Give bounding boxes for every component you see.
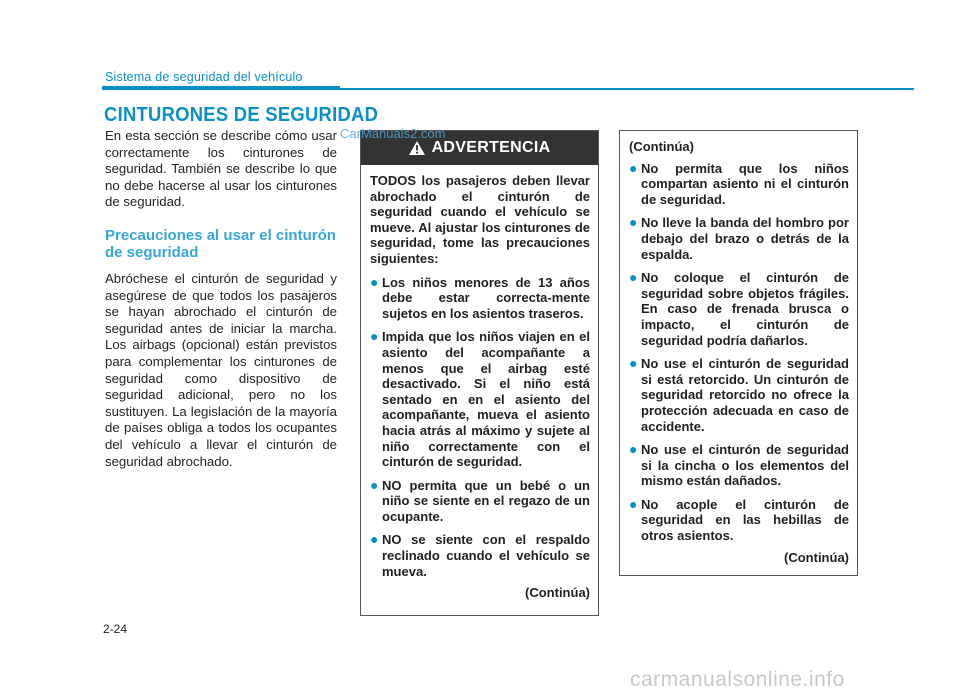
watermark-footer: carmanualsonline.info [630, 668, 845, 691]
precautions-heading: Precauciones al usar el cinturón de seguridad [105, 226, 336, 261]
warning-triangle-icon [409, 141, 425, 155]
page-title: CINTURONES DE SEGURIDAD [104, 104, 379, 126]
continued-box [619, 130, 858, 576]
bullet-icon: ● [629, 159, 638, 176]
bullet-icon: ● [629, 269, 638, 286]
list-item: ● Los niños menores de 13 años debe estar correcta-mente sujetos en los asientos traseros. [370, 273, 590, 321]
precautions-paragraph: Abróchese el cinturón de seguridad y asegúrese de que todos los pasajeros se hayan abrochado el cinturón de seguridad antes de iniciar la marcha. Los airbags (opcional) están previstos para complementar los cinturones de seguridad como dispositivo de seguridad adicional, pero no los sustituyen. La legislación de la mayoría de países obliga a todos los ocupantes del vehículo a llevar el cinturón de seguridad abrochado. [105, 270, 337, 469]
continued-list [629, 161, 849, 544]
header-rule [102, 88, 914, 90]
watermark-top: CarManuals2.com [340, 126, 446, 141]
bullet-icon: ● [629, 355, 638, 372]
continues-label: (Continúa) [784, 549, 849, 565]
section-label: Sistema de seguridad del vehículo [105, 70, 303, 84]
bullet-icon: ● [370, 531, 379, 548]
list-item: ● No use el cinturón de seguridad si está retorcido. Un cinturón de seguridad retorcido no ofrece la protección adecuada en caso de accidente. [629, 355, 849, 434]
list-item: ● NO permita que un bebé o un niño se siente en el regazo de un ocupante. [370, 476, 590, 524]
list-item: ● NO se siente con el respaldo reclinado cuando el vehículo se mueva. [370, 531, 590, 579]
intro-paragraph: En esta sección se describe cómo usar correctamente los cinturones de seguridad. También se describe lo que no debe hacerse al usar los cinturones de seguridad. [105, 128, 337, 210]
warning-label: ADVERTENCIA [431, 139, 551, 156]
bullet-icon: ● [370, 476, 379, 493]
warning-box [360, 130, 599, 616]
warning-intro: TODOS los pasajeros deben llevar abrochado el cinturón de seguridad cuando el vehículo se mueve. Al ajustar los cinturones de seguridad, tome las precauciones siguientes: [370, 173, 590, 266]
warning-list [370, 275, 590, 580]
bullet-icon: ● [629, 441, 638, 458]
bullet-icon: ● [629, 214, 638, 231]
list-item: ● Impida que los niños viajen en el asiento del acompañante a menos que el airbag esté desactivado. Si el niño está sentado en en el asiento del acompañante, mueva el asiento hacia atrás al máximo y sujete al niño correctamente con el cinturón de seguridad. [370, 328, 590, 470]
continued-top-label: (Continúa) [629, 139, 694, 154]
continues-label: (Continúa) [525, 585, 590, 601]
list-item: ● No acople el cinturón de seguridad en las hebillas de otros asientos. [629, 495, 849, 544]
list-item: ● No coloque el cinturón de seguridad sobre objetos frágiles. En caso de frenada brusca o impacto, el cinturón de seguridad podría dañarlos. [629, 269, 849, 348]
bullet-icon: ● [629, 495, 638, 512]
left-column [105, 128, 337, 470]
list-item: ● No permita que los niños compartan asiento ni el cinturón de seguridad. [629, 159, 849, 207]
list-item: ● No lleve la banda del hombro por debajo del brazo o detrás de la espalda. [629, 214, 849, 262]
list-item: ● No use el cinturón de seguridad si la cincha o los elementos del mismo están dañados. [629, 441, 849, 489]
page-number: 2-24 [103, 622, 128, 636]
bullet-icon: ● [370, 328, 379, 345]
bullet-icon: ● [370, 273, 379, 290]
